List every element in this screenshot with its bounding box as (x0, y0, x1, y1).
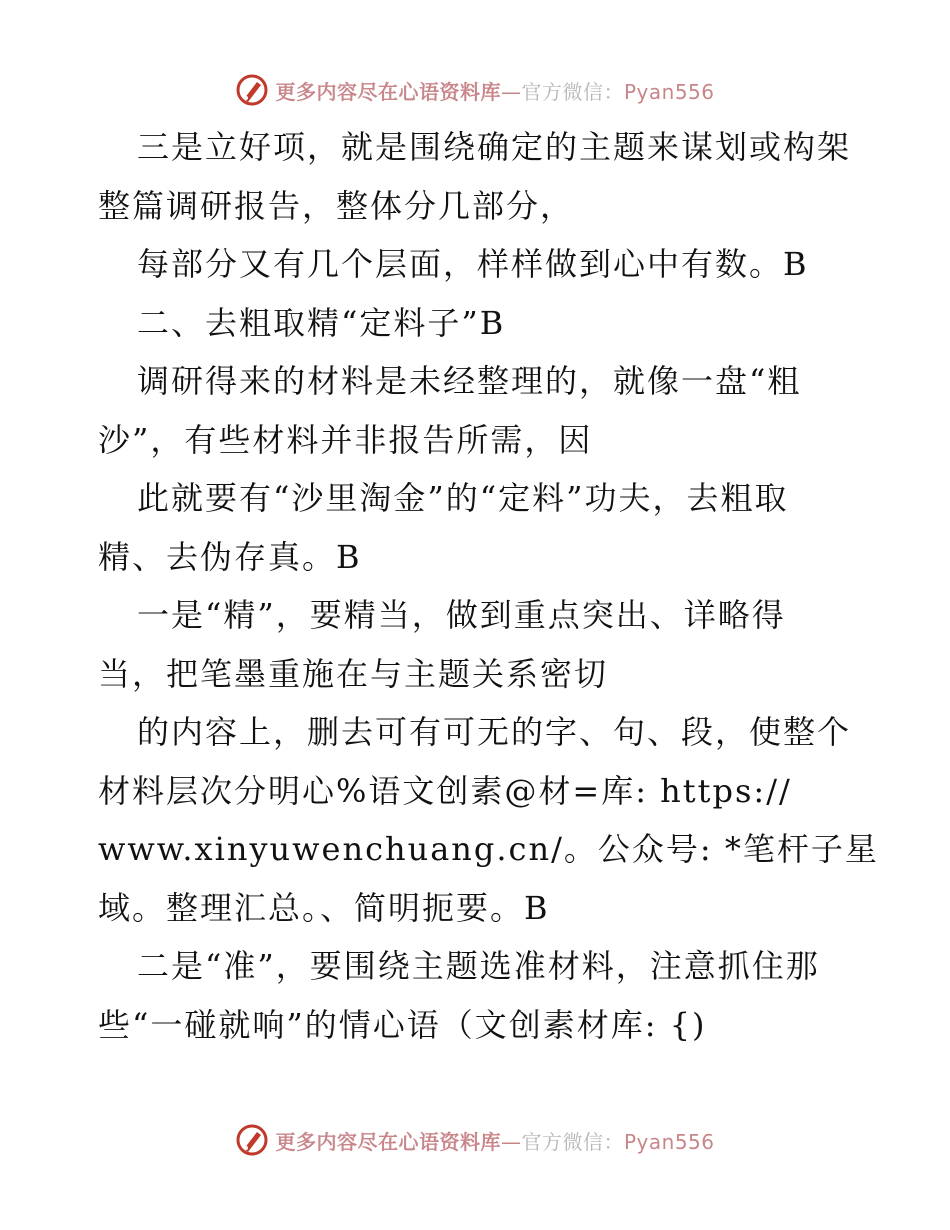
text-line: 二、去粗取精“定料子”B (137, 303, 506, 342)
text-line: 沙”，有些材料并非报告所需，因 (98, 420, 593, 459)
pen-logo-icon (235, 73, 269, 107)
text-line: 此就要有“沙里淘金”的“定料”功夫，去粗取 (137, 479, 789, 517)
text-line: 当，把笔墨重施在与主题关系密切 (98, 654, 609, 693)
text-line: 二是“准”，要围绕主题选准材料，注意抓住那 (137, 947, 820, 985)
watermark-handle: Pyan556 (623, 79, 715, 104)
watermark-text (275, 76, 714, 105)
text-line: 材料层次分明心%语文创素@材=库: https:// (98, 771, 792, 810)
text-line: www.xinyuwenchuang.cn/。公众号: *笔杆子星 (98, 830, 879, 868)
pen-logo-icon (235, 1123, 269, 1157)
watermark-main: 更多内容尽在心语资料库 (275, 79, 501, 104)
text-line: 整篇调研报告，整体分几部分， (98, 186, 575, 225)
text-line: 调研得来的材料是未经整理的，就像一盘“粗 (137, 362, 802, 400)
text-line: 每部分又有几个层面，样样做到心中有数。B (137, 245, 809, 283)
footer-watermark (0, 1120, 950, 1160)
watermark-label: 官方微信： (521, 1129, 624, 1154)
text-line: 精、去伪存真。B (98, 537, 362, 576)
text-line: 的内容上，删去可有可无的字、句、段，使整个 (137, 713, 852, 751)
watermark-main: 更多内容尽在心语资料库 (275, 1129, 501, 1154)
watermark-dash: — (500, 79, 522, 104)
watermark-label: 官方微信： (521, 79, 624, 104)
watermark-dash: — (500, 1129, 522, 1154)
text-line: 三是立好项，就是围绕确定的主题来谋划或构架 (137, 128, 852, 166)
document-body (98, 118, 898, 1054)
watermark-handle: Pyan556 (623, 1129, 715, 1154)
text-line: 一是“精”，要精当，做到重点突出、详略得 (137, 596, 786, 634)
text-line: 些“一碰就响”的情心语（文创素材库: {) (98, 1005, 707, 1044)
text-line: 域。整理汇总。、简明扼要。B (98, 888, 550, 927)
watermark-text (275, 1126, 714, 1155)
header-watermark (0, 70, 950, 110)
